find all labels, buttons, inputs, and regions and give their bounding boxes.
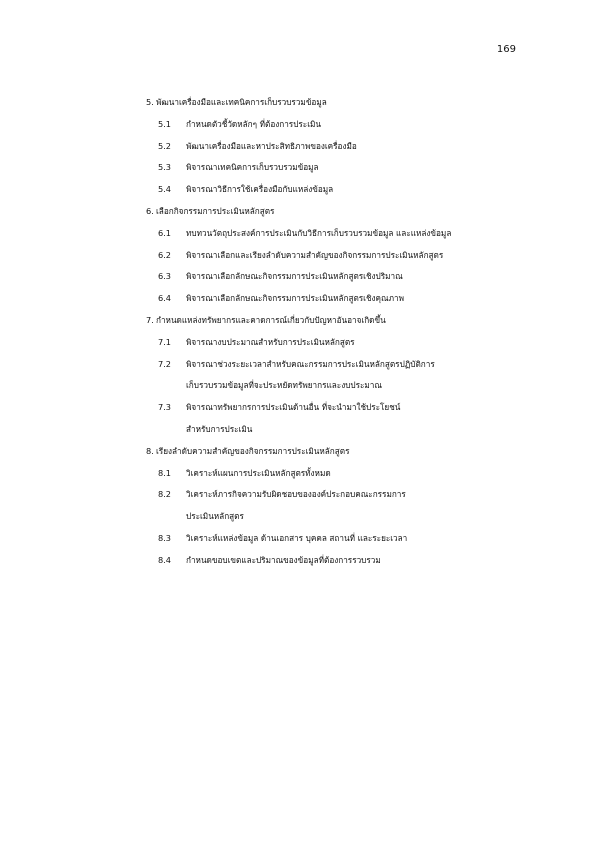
list-item xyxy=(146,528,526,550)
list-item-continuation xyxy=(146,375,526,397)
list-item-continuation xyxy=(146,419,526,441)
list-item xyxy=(146,484,526,506)
section-number: 6. xyxy=(146,205,154,216)
list-item xyxy=(146,332,526,354)
item-text: สำหรับการประเมิน xyxy=(186,423,253,434)
page-number: 169 xyxy=(496,44,516,55)
section-heading xyxy=(146,310,526,332)
list-item-continuation xyxy=(146,506,526,528)
item-text: พิจารณาวิธีการใช้เครื่องมือกับแหล่งข้อมูล xyxy=(186,184,334,195)
list-item xyxy=(146,397,526,419)
section-number: 7. xyxy=(146,314,154,325)
section-title: พัฒนาเครื่องมือและเทคนิคการเก็บรวบรวมข้อมูล xyxy=(156,97,327,107)
item-number: 6.3 xyxy=(158,271,172,282)
item-text: ทบทวนวัตถุประสงค์การประเมินกับวิธีการเก็บรวบรวมข้อมูล และแหล่งข้อมูล xyxy=(186,227,452,238)
section-title: กำหนดแหล่งทรัพยากรและคาดการณ์เกี่ยวกับปัญหาอันอาจเกิดขึ้น xyxy=(156,314,386,325)
section-heading xyxy=(146,441,526,463)
list-item xyxy=(146,157,526,179)
item-text: พิจารณาเลือกลักษณะกิจกรรมการประเมินหลักสูตรเชิงคุณภาพ xyxy=(186,293,404,304)
section-heading xyxy=(146,201,526,223)
item-number: 8.1 xyxy=(158,467,172,478)
item-number: 6.4 xyxy=(158,293,172,304)
item-number: 7.1 xyxy=(158,336,172,347)
item-text: วิเคราะห์แผนการประเมินหลักสูตรทั้งหมด xyxy=(186,467,331,478)
item-text: กำหนดตัวชี้วัดหลักๆ ที่ต้องการประเมิน xyxy=(186,118,321,129)
list-item xyxy=(146,136,526,158)
item-text: พิจารณาเลือกและเรียงลำดับความสำคัญของกิจกรรมการประเมินหลักสูตร xyxy=(186,249,444,260)
item-text: พิจารณาทรัพยากรการประเมินด้านอื่น ที่จะนำมาใช้ประโยชน์ xyxy=(186,402,401,413)
item-text: วิเคราะห์ภารกิจความรับผิดชอบขององค์ประกอบคณะกรรมการ xyxy=(186,489,406,500)
item-number: 5.3 xyxy=(158,162,172,173)
item-text: วิเคราะห์แหล่งข้อมูล ด้านเอกสาร บุคคล สถานที่ และระยะเวลา xyxy=(186,532,408,543)
list-item xyxy=(146,223,526,245)
item-text: พิจารณาช่วงระยะเวลาสำหรับคณะกรรมการประเมินหลักสูตรปฏิบัติการ xyxy=(186,358,435,369)
item-number: 5.1 xyxy=(158,118,172,129)
list-item xyxy=(146,463,526,485)
list-item xyxy=(146,550,526,572)
section-title: เรียงลำดับความสำคัญของกิจกรรมการประเมินหลักสูตร xyxy=(156,445,350,456)
outline-list xyxy=(146,92,526,572)
item-text: พิจารณางบประมาณสำหรับการประเมินหลักสูตร xyxy=(186,336,355,347)
item-number: 7.3 xyxy=(158,402,172,413)
section-title: เลือกกิจกรรมการประเมินหลักสูตร xyxy=(156,205,275,216)
list-item xyxy=(146,114,526,136)
item-number: 6.2 xyxy=(158,249,172,260)
item-number: 5.4 xyxy=(158,184,172,195)
item-number: 5.2 xyxy=(158,140,172,151)
list-item xyxy=(146,354,526,376)
item-number: 8.2 xyxy=(158,489,172,500)
section-number: 8. xyxy=(146,445,154,456)
item-text: เก็บรวบรวมข้อมูลที่จะประหยัดทรัพยากรและงบประมาณ xyxy=(186,380,382,391)
item-text: พิจารณาเทคนิคการเก็บรวบรวมข้อมูล xyxy=(186,162,319,173)
list-item xyxy=(146,245,526,267)
section-number: 5. xyxy=(146,97,154,107)
list-item xyxy=(146,266,526,288)
item-number: 7.2 xyxy=(158,358,172,369)
list-item xyxy=(146,288,526,310)
list-item xyxy=(146,179,526,201)
item-text: ประเมินหลักสูตร xyxy=(186,511,244,522)
item-number: 6.1 xyxy=(158,227,172,238)
item-number: 8.3 xyxy=(158,532,172,543)
item-text: กำหนดขอบเขตและปริมาณของข้อมูลที่ต้องการรวบรวม xyxy=(186,554,381,565)
item-text: พัฒนาเครื่องมือและหาประสิทธิภาพของเครื่องมือ xyxy=(186,140,357,151)
section-heading xyxy=(146,92,526,114)
item-number: 8.4 xyxy=(158,554,172,565)
item-text: พิจารณาเลือกลักษณะกิจกรรมการประเมินหลักสูตรเชิงปริมาณ xyxy=(186,271,403,282)
